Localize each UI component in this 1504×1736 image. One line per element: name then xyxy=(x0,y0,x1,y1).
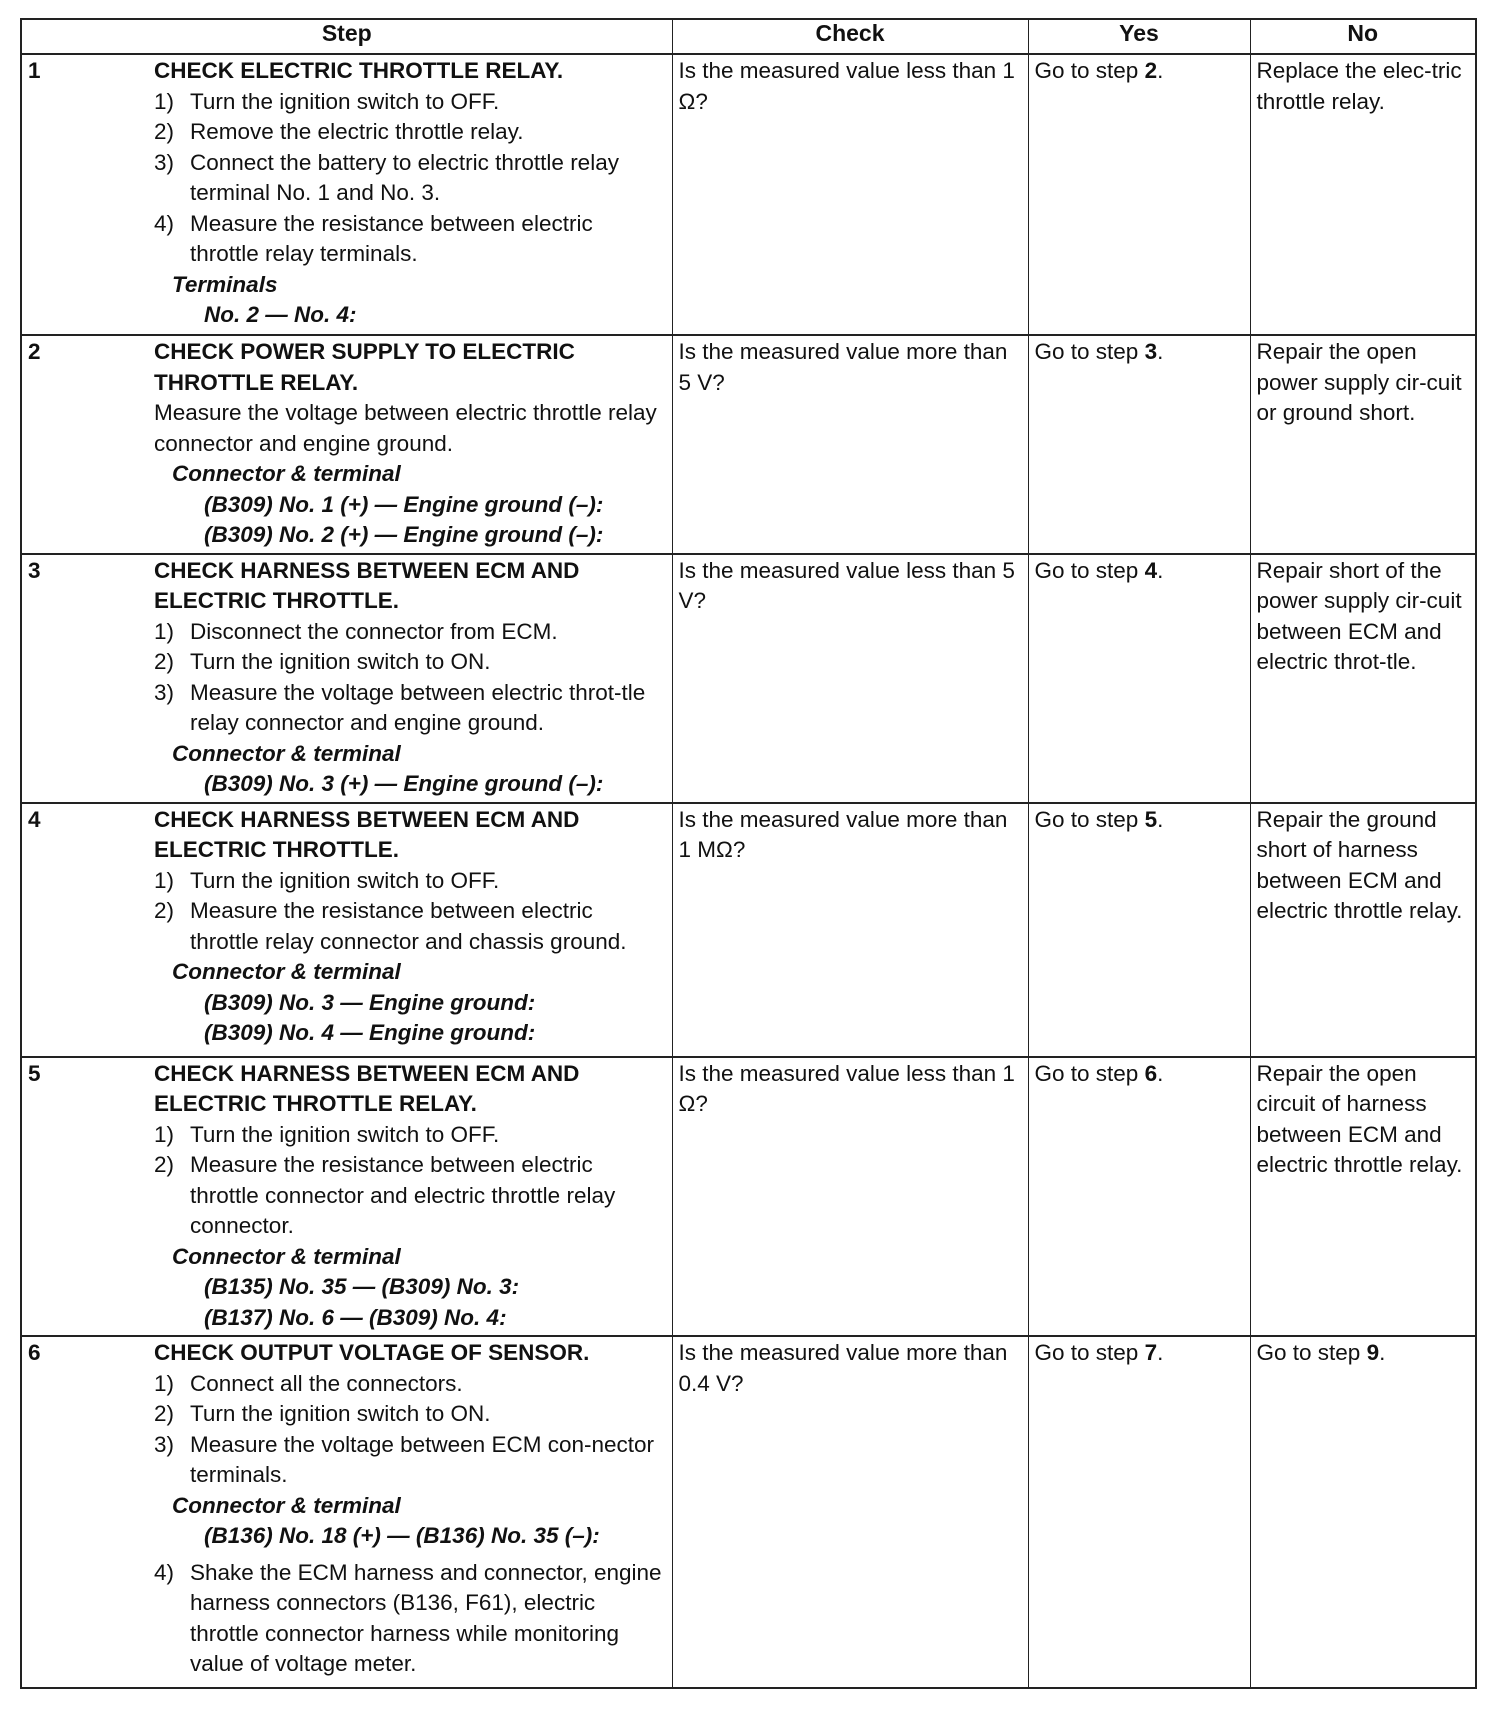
step-body xyxy=(28,556,668,800)
list-item-text: Turn the ignition switch to OFF. xyxy=(190,867,500,893)
list-item-text: Measure the voltage between ECM con-nector terminals. xyxy=(190,1431,654,1487)
table-row xyxy=(21,1057,1476,1337)
list-item-text: Turn the ignition switch to ON. xyxy=(190,649,491,674)
list-item-text: Turn the ignition switch to OFF. xyxy=(190,88,500,114)
check-cell: Is the measured value more than 0.4 V? xyxy=(672,1336,1028,1688)
check-cell: Is the measured value more than 5 V? xyxy=(672,335,1028,554)
list-item-text: Measure the resistance between electric throttle connector and electric throttle relay connector. xyxy=(190,1152,616,1238)
step-body xyxy=(28,56,668,331)
list-item-number: 1) xyxy=(154,88,175,114)
yes-step-number: 5 xyxy=(1144,806,1158,832)
yes-text: Go to step xyxy=(1034,557,1145,583)
troubleshooting-table xyxy=(20,18,1477,1689)
yes-cell: Go to step 3. xyxy=(1028,335,1250,554)
step-number: 4 xyxy=(28,806,41,832)
list-item-number: 3) xyxy=(154,679,175,705)
terminal-label: Terminals xyxy=(172,271,278,297)
yes-cell: Go to step 6. xyxy=(1028,1057,1250,1337)
list-item xyxy=(154,1399,668,1430)
step-number: 5 xyxy=(28,1060,41,1086)
yes-cell: Go to step 2. xyxy=(1028,54,1250,335)
list-item xyxy=(154,87,668,118)
list-item-number: 2) xyxy=(154,1152,175,1177)
list-item xyxy=(154,1369,668,1400)
header-yes: Yes xyxy=(1028,19,1250,54)
yes-text: Go to step xyxy=(1034,1060,1145,1086)
list-item xyxy=(154,647,668,678)
step-intro: Measure the voltage between electric throttle relay connector and engine ground. xyxy=(154,400,657,456)
list-item xyxy=(154,617,668,648)
step-body xyxy=(28,1338,668,1680)
check-cell: Is the measured value less than 1 Ω? xyxy=(672,54,1028,335)
table-row xyxy=(21,1336,1476,1688)
no-text: Go to step xyxy=(1256,1340,1367,1365)
list-item-number: 4) xyxy=(154,210,175,236)
list-item xyxy=(154,1558,668,1680)
list-item-number: 1) xyxy=(154,1370,175,1396)
list-item xyxy=(154,1120,668,1151)
yes-step-number: 4 xyxy=(1144,557,1158,583)
terminal-label: Connector & terminal xyxy=(172,1492,401,1518)
step-title: CHECK POWER SUPPLY TO ELECTRIC THROTTLE RELAY. xyxy=(154,339,575,395)
no-cell xyxy=(1250,54,1476,335)
list-item xyxy=(154,1150,668,1242)
no-cell xyxy=(1250,803,1476,1057)
yes-cell: Go to step 7. xyxy=(1028,1336,1250,1688)
list-item-text: Connect the battery to electric throttle relay terminal No. 1 and No. 3. xyxy=(190,149,619,205)
list-item-number: 1) xyxy=(154,867,175,893)
step-body xyxy=(28,1059,668,1334)
yes-text: Go to step xyxy=(1034,339,1145,364)
header-check: Check xyxy=(672,19,1028,54)
step-cell xyxy=(21,1057,672,1337)
table-row xyxy=(21,54,1476,335)
list-item xyxy=(154,678,668,739)
no-text: Repair the open circuit of harness between ECM and electric throttle relay. xyxy=(1256,1060,1463,1177)
step-number: 6 xyxy=(28,1340,41,1365)
no-step-number: 9 xyxy=(1366,1340,1380,1365)
list-item-number: 1) xyxy=(154,1121,175,1147)
list-item-text: Measure the resistance between electric throttle relay terminals. xyxy=(190,210,593,266)
check-cell: Is the measured value more than 1 MΩ? xyxy=(672,803,1028,1057)
no-text: Repair the open power supply cir-cuit or ground short. xyxy=(1256,339,1462,425)
terminal-value: (B136) No. 18 (+) — (B136) No. 35 (–): xyxy=(204,1523,600,1548)
list-item xyxy=(154,866,668,897)
step-number: 2 xyxy=(28,339,41,364)
step-title: CHECK ELECTRIC THROTTLE RELAY. xyxy=(154,58,564,83)
no-cell xyxy=(1250,335,1476,554)
list-item-number: 2) xyxy=(154,119,175,144)
check-cell: Is the measured value less than 1 Ω? xyxy=(672,1057,1028,1337)
no-text: Replace the elec-tric throttle relay. xyxy=(1256,58,1462,114)
yes-text: Go to step xyxy=(1034,806,1145,832)
table-row xyxy=(21,803,1476,1057)
list-item xyxy=(154,209,668,270)
terminal-label: Connector & terminal xyxy=(172,959,401,984)
terminal-value: No. 2 — No. 4: xyxy=(204,302,357,327)
terminal-value: (B309) No. 4 — Engine ground: xyxy=(204,1020,536,1045)
yes-cell: Go to step 4. xyxy=(1028,554,1250,803)
table-row xyxy=(21,554,1476,803)
yes-step-number: 3 xyxy=(1144,339,1158,364)
step-cell xyxy=(21,335,672,554)
terminal-value: (B137) No. 6 — (B309) No. 4: xyxy=(204,1304,507,1330)
step-number: 1 xyxy=(28,58,41,83)
list-item xyxy=(154,896,668,957)
yes-text: Go to step xyxy=(1034,58,1145,83)
list-item-number: 1) xyxy=(154,618,175,644)
list-item-text: Measure the resistance between electric throttle relay connector and chassis ground. xyxy=(190,898,627,954)
list-item-text: Disconnect the connector from ECM. xyxy=(190,618,558,644)
terminal-label: Connector & terminal xyxy=(172,1243,401,1269)
list-item-text: Remove the electric throttle relay. xyxy=(190,119,524,144)
header-no: No xyxy=(1250,19,1476,54)
terminal-label: Connector & terminal xyxy=(172,461,401,486)
step-title: CHECK OUTPUT VOLTAGE OF SENSOR. xyxy=(154,1340,590,1365)
list-item-text: Turn the ignition switch to ON. xyxy=(190,1401,491,1426)
page xyxy=(20,18,1475,1689)
list-item xyxy=(154,117,668,148)
list-item-text: Connect all the connectors. xyxy=(190,1370,463,1396)
header-step: Step xyxy=(21,19,672,54)
step-body xyxy=(28,337,668,551)
step-title: CHECK HARNESS BETWEEN ECM AND ELECTRIC THROTTLE. xyxy=(154,557,580,613)
step-number: 3 xyxy=(28,557,41,583)
terminal-value: (B309) No. 3 — Engine ground: xyxy=(204,989,536,1015)
step-cell xyxy=(21,1336,672,1688)
no-text: Repair the ground short of harness between ECM and electric throttle relay. xyxy=(1256,806,1463,923)
no-cell xyxy=(1250,554,1476,803)
no-cell: Go to step 9. xyxy=(1250,1336,1476,1688)
step-cell xyxy=(21,54,672,335)
list-item-number: 2) xyxy=(154,898,175,923)
list-item-text: Measure the voltage between electric throt-tle relay connector and engine ground. xyxy=(190,679,646,735)
table-body xyxy=(21,54,1476,1688)
table-row xyxy=(21,335,1476,554)
terminal-value: (B309) No. 1 (+) — Engine ground (–): xyxy=(204,491,604,517)
list-item-text: Shake the ECM harness and connector, engine harness connectors (B136, F61), electric throttle connector harness while monitoring value of voltage meter. xyxy=(190,1559,662,1676)
list-item-number: 2) xyxy=(154,649,175,674)
yes-text: Go to step xyxy=(1034,1340,1145,1365)
step-cell xyxy=(21,554,672,803)
check-cell: Is the measured value less than 5 V? xyxy=(672,554,1028,803)
list-item-text: Turn the ignition switch to OFF. xyxy=(190,1121,500,1147)
yes-cell: Go to step 5. xyxy=(1028,803,1250,1057)
yes-step-number: 6 xyxy=(1144,1060,1158,1086)
list-item-number: 4) xyxy=(154,1559,175,1585)
header-row xyxy=(21,19,1476,54)
terminal-value: (B135) No. 35 — (B309) No. 3: xyxy=(204,1274,520,1299)
list-item-number: 3) xyxy=(154,149,175,175)
yes-step-number: 2 xyxy=(1144,58,1158,83)
yes-step-number: 7 xyxy=(1144,1340,1158,1365)
no-cell xyxy=(1250,1057,1476,1337)
step-title: CHECK HARNESS BETWEEN ECM AND ELECTRIC THROTTLE RELAY. xyxy=(154,1060,580,1116)
list-item-number: 2) xyxy=(154,1401,175,1426)
terminal-value: (B309) No. 2 (+) — Engine ground (–): xyxy=(204,522,604,547)
list-item xyxy=(154,1430,668,1491)
no-text: Repair short of the power supply cir-cuit between ECM and electric throt-tle. xyxy=(1256,557,1462,674)
step-title: CHECK HARNESS BETWEEN ECM AND ELECTRIC THROTTLE. xyxy=(154,806,580,862)
list-item xyxy=(154,148,668,209)
step-body xyxy=(28,805,668,1049)
terminal-value: (B309) No. 3 (+) — Engine ground (–): xyxy=(204,771,604,796)
terminal-label: Connector & terminal xyxy=(172,740,401,766)
list-item-number: 3) xyxy=(154,1431,175,1457)
step-cell xyxy=(21,803,672,1057)
